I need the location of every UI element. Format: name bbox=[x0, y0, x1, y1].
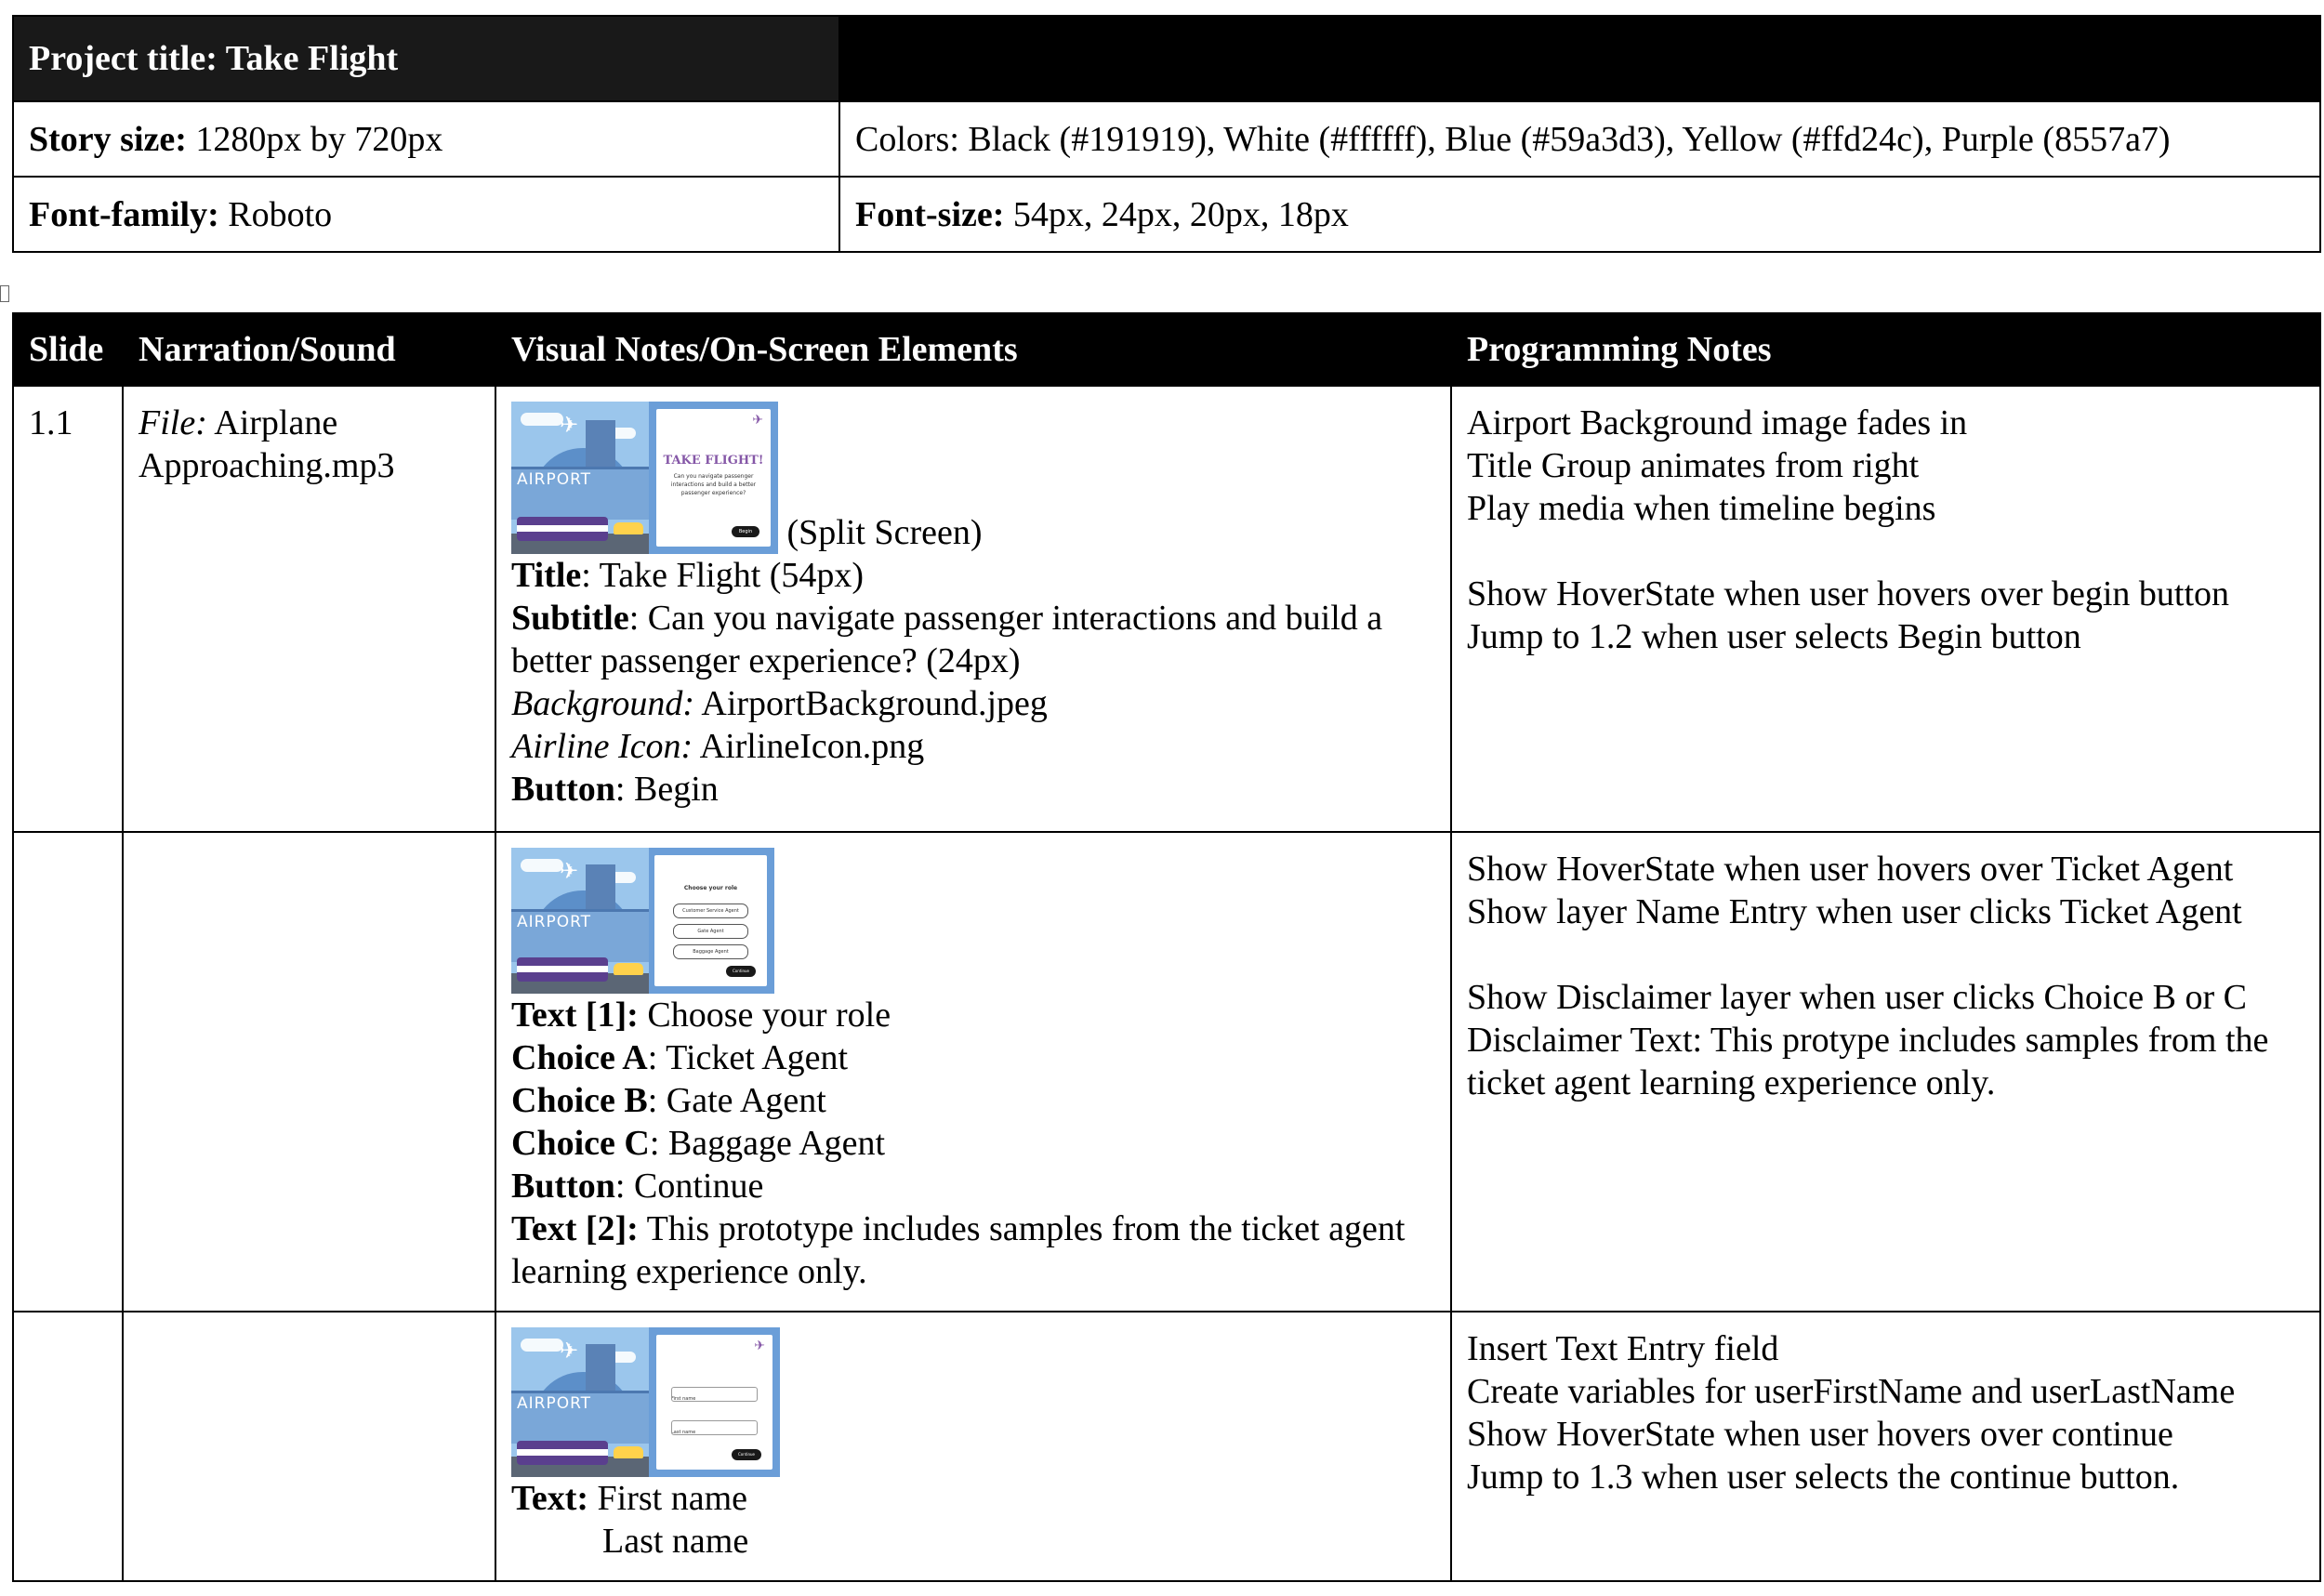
font-family-cell bbox=[13, 177, 839, 252]
card-title: TAKE FLIGHT! bbox=[663, 454, 764, 468]
programming-note: Show Disclaimer layer when user clicks Choice B or C bbox=[1467, 978, 2247, 1017]
font-family-label: Font-family: bbox=[29, 194, 219, 234]
programming-note-spacer bbox=[1467, 933, 2304, 976]
airport-background-image bbox=[511, 848, 649, 994]
airplane-icon: ✈ bbox=[560, 1339, 579, 1364]
programming-notes-cell bbox=[1451, 386, 2320, 832]
table-row bbox=[13, 832, 2320, 1312]
car-icon bbox=[614, 963, 643, 975]
story-size-value: 1280px by 720px bbox=[186, 119, 443, 159]
name-entry-card bbox=[656, 1335, 772, 1470]
visual-notes-cell bbox=[495, 1312, 1451, 1581]
airport-background-image bbox=[511, 402, 649, 554]
title-card bbox=[656, 409, 771, 547]
header-black-cell bbox=[839, 16, 2320, 101]
project-header-table bbox=[12, 15, 2321, 253]
text1-line: Text [1]: Choose your role bbox=[511, 996, 891, 1035]
airline-icon-line: Airline Icon: AirlineIcon.png bbox=[511, 727, 925, 766]
programming-notes-cell bbox=[1451, 1312, 2320, 1581]
slide-thumbnail-choose-role bbox=[511, 848, 774, 994]
programming-note: Disclaimer Text: This protype includes samples from the ticket agent learning experience only. bbox=[1467, 1021, 2269, 1102]
first-name-label-thumb: First name bbox=[671, 1396, 696, 1402]
choice-a-thumb: Customer Service Agent bbox=[673, 904, 748, 918]
subtitle-line: Subtitle: Can you navigate passenger interactions and build a better passenger experience? (24px) bbox=[511, 599, 1383, 680]
programming-note: Create variables for userFirstName and userLastName bbox=[1467, 1372, 2236, 1411]
slide-number-cell bbox=[13, 832, 123, 1312]
last-name-label-thumb: Last name bbox=[671, 1430, 696, 1435]
visual-notes-cell bbox=[495, 386, 1451, 832]
split-screen-note: (Split Screen) bbox=[778, 513, 983, 552]
programming-note: Show layer Name Entry when user clicks Ticket Agent bbox=[1467, 892, 2242, 931]
table-row bbox=[13, 1312, 2320, 1581]
choice-b-line: Choice B: Gate Agent bbox=[511, 1081, 826, 1120]
last-name-field-thumb bbox=[671, 1420, 758, 1435]
bus-icon bbox=[517, 517, 608, 541]
slide-thumbnail-name-entry bbox=[511, 1327, 780, 1477]
programming-note: Jump to 1.2 when user selects Begin button bbox=[1467, 617, 2081, 656]
programming-note: Title Group animates from right bbox=[1467, 446, 1920, 485]
text2-line: Text [2]: This prototype includes samples from the ticket agent learning experience only. bbox=[511, 1209, 1406, 1291]
narration-cell bbox=[123, 1312, 495, 1581]
begin-button-thumb: Begin bbox=[732, 526, 759, 537]
choice-a-line: Choice A: Ticket Agent bbox=[511, 1038, 849, 1077]
text-line-2: Last name bbox=[602, 1522, 749, 1561]
slide-thumbnail-title bbox=[511, 402, 778, 554]
continue-button-thumb: Continue bbox=[732, 1449, 761, 1460]
airplane-icon: ✈ bbox=[560, 860, 579, 884]
first-name-field-thumb bbox=[671, 1387, 758, 1402]
narration-cell bbox=[123, 832, 495, 1312]
col-header-slide: Slide bbox=[13, 313, 123, 386]
car-icon bbox=[614, 1446, 643, 1458]
programming-note: Show HoverState when user hovers over Ticket Agent bbox=[1467, 850, 2234, 889]
card-subtitle: Can you navigate passenger interactions and build a better passenger experience? bbox=[670, 473, 757, 496]
table-move-handle[interactable] bbox=[0, 285, 9, 302]
col-header-visual: Visual Notes/On-Screen Elements bbox=[495, 313, 1451, 386]
slide-number-cell: 1.1 bbox=[13, 386, 123, 832]
programming-notes-cell bbox=[1451, 832, 2320, 1312]
airport-sign: AIRPORT bbox=[517, 913, 592, 931]
airplane-icon: ✈ bbox=[560, 414, 579, 438]
font-size-label: Font-size: bbox=[855, 194, 1005, 234]
file-value: Airplane Approaching.mp3 bbox=[139, 403, 395, 485]
airport-sign: AIRPORT bbox=[517, 470, 592, 489]
narration-cell bbox=[123, 386, 495, 832]
choice-c-thumb: Baggage Agent bbox=[673, 944, 748, 959]
font-family-value: Roboto bbox=[218, 194, 333, 234]
title-line: Title: Take Flight (54px) bbox=[511, 556, 865, 595]
story-size-label: Story size: bbox=[29, 119, 187, 159]
visual-notes-cell bbox=[495, 832, 1451, 1312]
role-card bbox=[654, 855, 767, 986]
programming-note: Insert Text Entry field bbox=[1467, 1329, 1779, 1368]
storyboard-table bbox=[12, 312, 2321, 1582]
choice-b-thumb: Gate Agent bbox=[673, 924, 748, 939]
font-size-value: 54px, 24px, 20px, 18px bbox=[1004, 194, 1349, 234]
choice-c-line: Choice C: Baggage Agent bbox=[511, 1124, 886, 1163]
airport-background-image bbox=[511, 1327, 649, 1477]
col-header-narration: Narration/Sound bbox=[123, 313, 495, 386]
car-icon bbox=[614, 522, 643, 534]
slide-number-cell bbox=[13, 1312, 123, 1581]
col-header-programming: Programming Notes bbox=[1451, 313, 2320, 386]
file-label: File: bbox=[139, 403, 207, 442]
bus-icon bbox=[517, 1441, 608, 1465]
programming-note: Play media when timeline begins bbox=[1467, 489, 1936, 528]
continue-button-thumb: Continue bbox=[726, 966, 756, 977]
text-line: Text: First name bbox=[511, 1479, 748, 1518]
project-title: Project title: Take Flight bbox=[13, 16, 839, 101]
colors-cell: Colors: Black (#191919), White (#ffffff), Blue (#59a3d3), Yellow (#ffd24c), Purple (8557a7) bbox=[839, 101, 2320, 177]
button-line: Button: Begin bbox=[511, 770, 719, 809]
storyboard-header-row bbox=[13, 313, 2320, 386]
airline-icon: ✈ bbox=[752, 414, 763, 428]
programming-note: Airport Background image fades in bbox=[1467, 403, 1968, 442]
programming-note-spacer bbox=[1467, 530, 2304, 573]
story-size-cell bbox=[13, 101, 839, 177]
background-line: Background: AirportBackground.jpeg bbox=[511, 684, 1048, 723]
programming-note: Show HoverState when user hovers over begin button bbox=[1467, 574, 2230, 613]
font-size-cell bbox=[839, 177, 2320, 252]
table-row bbox=[13, 386, 2320, 832]
button-line: Button: Continue bbox=[511, 1167, 764, 1206]
airline-icon: ✈ bbox=[754, 1339, 765, 1353]
card-title: Choose your role bbox=[683, 885, 738, 891]
programming-note: Jump to 1.3 when user selects the continue button. bbox=[1467, 1458, 2180, 1497]
programming-note: Show HoverState when user hovers over continue bbox=[1467, 1415, 2173, 1454]
bus-icon bbox=[517, 957, 608, 982]
airport-sign: AIRPORT bbox=[517, 1394, 592, 1413]
